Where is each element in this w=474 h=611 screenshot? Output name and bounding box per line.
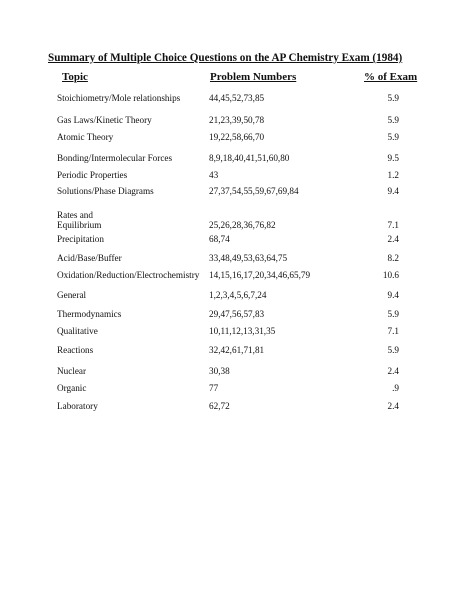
percent-cell: 7.1 — [387, 326, 399, 336]
table-row — [0, 270, 474, 284]
problem-numbers-cell: 30,38 — [209, 366, 230, 376]
table-row — [0, 383, 474, 397]
problem-numbers-cell: 25,26,28,36,76,82 — [209, 220, 276, 230]
percent-cell: 2.4 — [387, 366, 399, 376]
percent-cell: 2.4 — [387, 234, 399, 244]
table-row — [0, 253, 474, 267]
problem-numbers-cell: 68,74 — [209, 234, 230, 244]
table-row — [0, 153, 474, 167]
problem-numbers-cell: 27,37,54,55,59,67,69,84 — [209, 186, 299, 196]
topic-cell: Laboratory — [57, 401, 98, 411]
topic-cell: Oxidation/Reduction/Electrochemistry — [57, 270, 200, 280]
percent-cell: 5.9 — [387, 345, 399, 355]
percent-cell: 9.4 — [387, 290, 399, 300]
topic-cell: Gas Laws/Kinetic Theory — [57, 115, 152, 125]
document-title: Summary of Multiple Choice Questions on the AP Chemistry Exam (1984) — [48, 52, 403, 64]
header-topic: Topic — [62, 71, 88, 83]
problem-numbers-cell: 62,72 — [209, 401, 230, 411]
table-row — [0, 132, 474, 146]
topic-cell: Reactions — [57, 345, 94, 355]
problem-numbers-cell: 29,47,56,57,83 — [209, 309, 265, 319]
header-percent-of-exam: % of Exam — [364, 71, 418, 83]
topic-cell: Thermodynamics — [57, 309, 122, 319]
table-row — [0, 186, 474, 200]
table-row — [0, 170, 474, 184]
table-row — [0, 290, 474, 304]
topic-cell: Qualitative — [57, 326, 98, 336]
topic-cell: Organic — [57, 383, 87, 393]
percent-cell: 7.1 — [387, 220, 399, 230]
header-problem-numbers: Problem Numbers — [210, 71, 297, 83]
topic-cell: Bonding/Intermolecular Forces — [57, 153, 173, 163]
percent-cell: 5.9 — [387, 93, 399, 103]
problem-numbers-cell: 44,45,52,73,85 — [209, 93, 265, 103]
problem-numbers-cell: 14,15,16,17,20,34,46,65,79 — [209, 270, 311, 280]
problem-numbers-cell: 77 — [209, 383, 219, 393]
topic-cell: Precipitation — [57, 234, 104, 244]
problem-numbers-cell: 10,11,12,13,31,35 — [209, 326, 276, 336]
problem-numbers-cell: 33,48,49,53,63,64,75 — [209, 253, 288, 263]
table-row — [0, 309, 474, 323]
problem-numbers-cell: 1,2,3,4,5,6,7,24 — [209, 290, 267, 300]
percent-cell: 9.4 — [387, 186, 399, 196]
percent-cell: 8.2 — [387, 253, 399, 263]
topic-cell: Rates and Equilibrium — [57, 210, 102, 230]
topic-cell: General — [57, 290, 87, 300]
table-row — [0, 210, 474, 230]
table-row — [0, 234, 474, 248]
percent-cell: 5.9 — [387, 132, 399, 142]
problem-numbers-cell: 32,42,61,71,81 — [209, 345, 265, 355]
topic-cell: Stoichiometry/Mole relationships — [57, 93, 181, 103]
percent-cell: 5.9 — [387, 115, 399, 125]
table-row — [0, 366, 474, 380]
table-row — [0, 115, 474, 129]
percent-cell: 2.4 — [387, 401, 399, 411]
topic-cell: Solutions/Phase Diagrams — [57, 186, 154, 196]
percent-cell: .9 — [392, 383, 399, 393]
percent-cell: 9.5 — [387, 153, 399, 163]
percent-cell: 5.9 — [387, 309, 399, 319]
percent-cell: 10.6 — [382, 270, 399, 280]
table-row — [0, 326, 474, 340]
table-row — [0, 401, 474, 415]
problem-numbers-cell: 8,9,18,40,41,51,60,80 — [209, 153, 290, 163]
topic-cell: Nuclear — [57, 366, 87, 376]
table-row — [0, 345, 474, 359]
topic-cell: Acid/Base/Buffer — [57, 253, 122, 263]
table-row — [0, 93, 474, 107]
problem-numbers-cell: 43 — [209, 170, 219, 180]
percent-cell: 1.2 — [387, 170, 399, 180]
topic-cell: Atomic Theory — [57, 132, 114, 142]
topic-cell: Periodic Properties — [57, 170, 128, 180]
problem-numbers-cell: 19,22,58,66,70 — [209, 132, 265, 142]
problem-numbers-cell: 21,23,39,50,78 — [209, 115, 265, 125]
